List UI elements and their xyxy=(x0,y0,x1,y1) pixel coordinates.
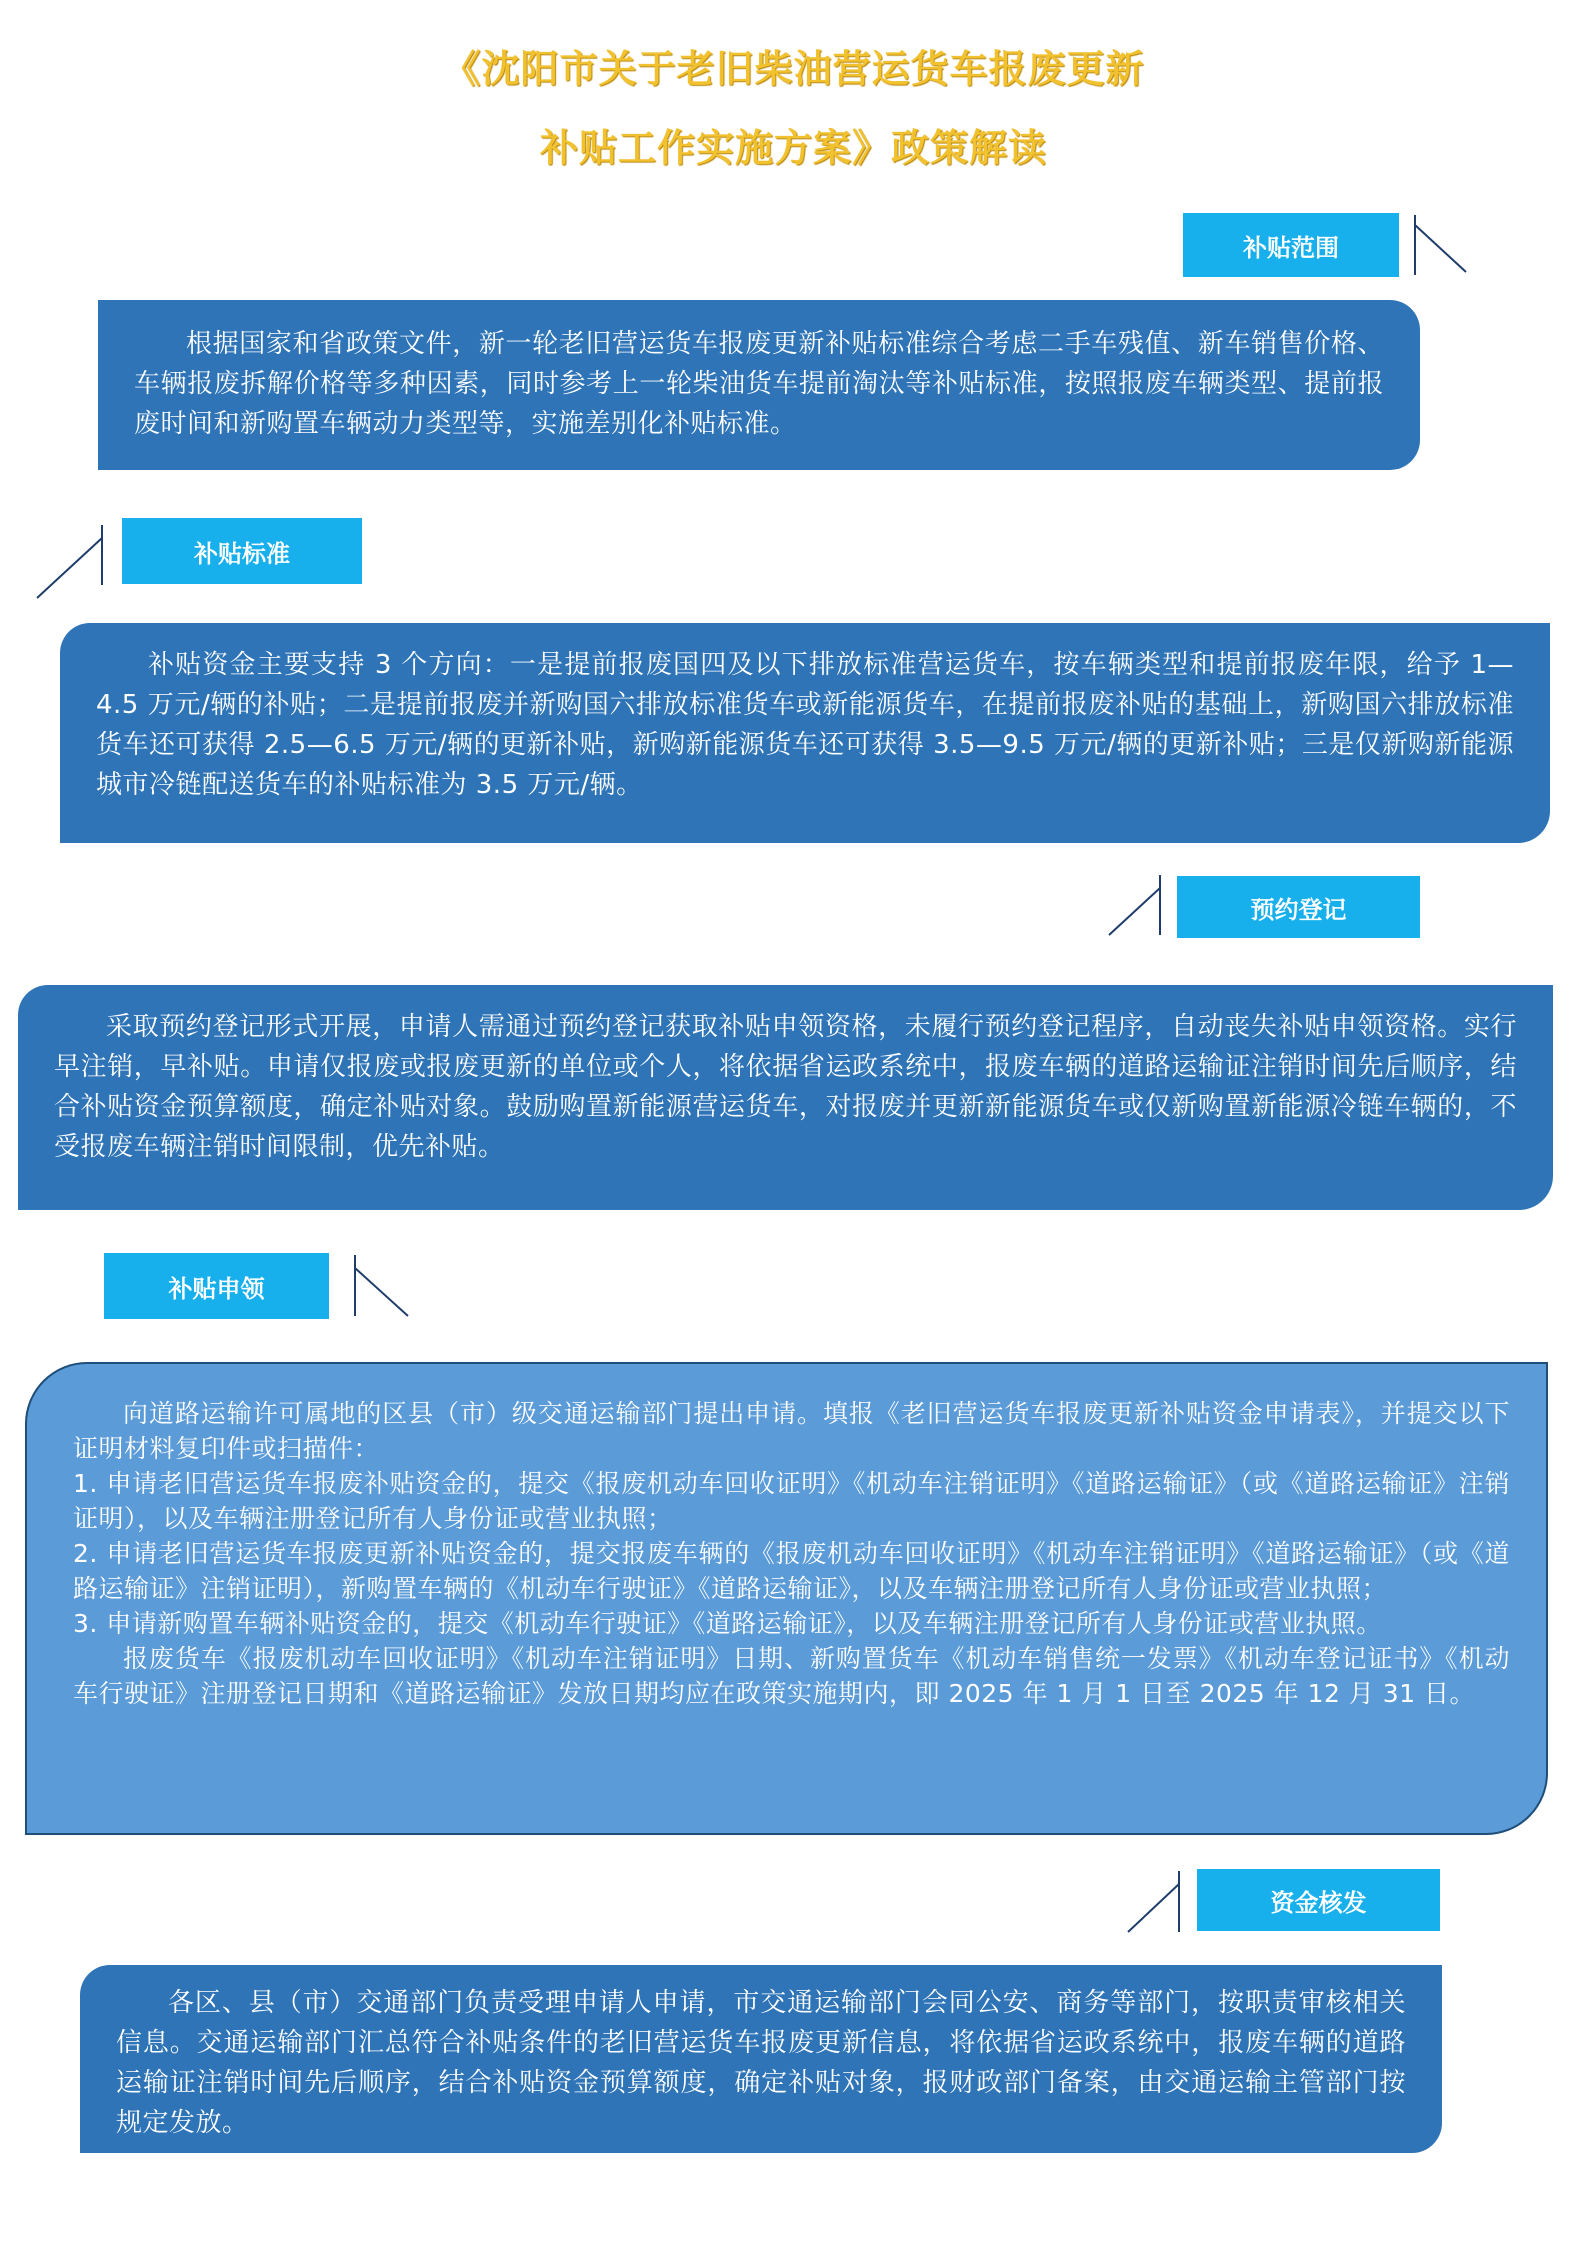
section-box-fund-disbursement xyxy=(80,1965,1442,2153)
section-paragraph: 采取预约登记形式开展，申请人需通过预约登记获取补贴申领资格，未履行预约登记程序，自动丧失补贴申领资格。实行早注销，早补贴。申请仅报废或报废更新的单位或个人，将依据省运政系统中，报废车辆的道路运输证注销时间先后顺序，结合补贴资金预算额度，确定补贴对象。鼓励购置新能源营运货车，对报废并更新新能源货车或仅新购置新能源冷链车辆的，不受报废车辆注销时间限制，优先补贴。 xyxy=(54,1012,1517,1162)
section-tag-fund-disbursement: 资金核发 xyxy=(1197,1869,1440,1931)
decorative-corner-line xyxy=(1410,210,1470,280)
section-list-item: 3. 申请新购置车辆补贴资金的，提交《机动车行驶证》《道路运输证》，以及车辆注册登记所有人身份证或营业执照。 xyxy=(73,1609,1382,1638)
decorative-corner-line xyxy=(350,1250,412,1322)
section-tag-subsidy-scope: 补贴范围 xyxy=(1183,213,1399,277)
section-list-item: 2. 申请老旧营运货车报废更新补贴资金的，提交报废车辆的《报废机动车回收证明》《机动车注销证明》《道路运输证》（或《道路运输证》注销证明），新购置车辆的《机动车行驶证》《道路运输证》，以及车辆注册登记所有人身份证或营业执照； xyxy=(73,1539,1510,1603)
decorative-corner-line xyxy=(1105,870,1165,940)
decorative-corner-line xyxy=(1124,1866,1184,1936)
section-box-subsidy-standard xyxy=(60,623,1550,843)
decorative-corner-line xyxy=(32,520,107,602)
section-paragraph: 向道路运输许可属地的区县（市）级交通运输部门提出申请。填报《老旧营运货车报废更新补贴资金申请表》，并提交以下证明材料复印件或扫描件： xyxy=(73,1399,1510,1463)
section-paragraph: 报废货车《报废机动车回收证明》《机动车注销证明》日期、新购置货车《机动车销售统一发票》《机动车登记证书》《机动车行驶证》注册登记日期和《道路运输证》发放日期均应在政策实施期内，即 2025 年 1 月 1 日至 2025 年 12 月 31 日。 xyxy=(73,1644,1510,1708)
section-tag-subsidy-standard: 补贴标准 xyxy=(122,518,362,584)
section-box-application xyxy=(25,1362,1548,1835)
section-paragraph: 根据国家和省政策文件，新一轮老旧营运货车报废更新补贴标准综合考虑二手车残值、新车销售价格、车辆报废拆解价格等多种因素，同时参考上一轮柴油货车提前淘汰等补贴标准，按照报废车辆类型、提前报废时间和新购置车辆动力类型等，实施差别化补贴标准。 xyxy=(134,329,1384,439)
section-tag-reservation: 预约登记 xyxy=(1177,876,1420,938)
section-box-subsidy-scope xyxy=(98,300,1420,470)
page-title-line-1: 《沈阳市关于老旧柴油营运货车报废更新 xyxy=(442,46,1145,91)
section-list-item: 1. 申请老旧营运货车报废补贴资金的，提交《报废机动车回收证明》《机动车注销证明》《道路运输证》（或《道路运输证》注销证明），以及车辆注册登记所有人身份证或营业执照； xyxy=(73,1469,1510,1533)
section-tag-application: 补贴申领 xyxy=(104,1253,329,1319)
section-paragraph: 补贴资金主要支持 3 个方向：一是提前报废国四及以下排放标准营运货车，按车辆类型和提前报废年限，给予 1—4.5 万元/辆的补贴；二是提前报废并新购国六排放标准货车或新能源货车，在提前报废补贴的基础上，新购国六排放标准货车还可获得 2.5—6.5 万元/辆的更新补贴，新购新能源货车还可获得 3.5—9.5 万元/辆的更新补贴；三是仅新购新能源城市冷链配送货车的补贴标准为 3.5 万元/辆。 xyxy=(96,650,1514,800)
section-paragraph: 各区、县（市）交通部门负责受理申请人申请，市交通运输部门会同公安、商务等部门，按职责审核相关信息。交通运输部门汇总符合补贴条件的老旧营运货车报废更新信息，将依据省运政系统中，报废车辆的道路运输证注销时间先后顺序，结合补贴资金预算额度，确定补贴对象，报财政部门备案，由交通运输主管部门按规定发放。 xyxy=(116,1988,1406,2138)
page-title-line-2: 补贴工作实施方案》政策解读 xyxy=(539,125,1047,170)
section-box-reservation xyxy=(18,985,1553,1210)
